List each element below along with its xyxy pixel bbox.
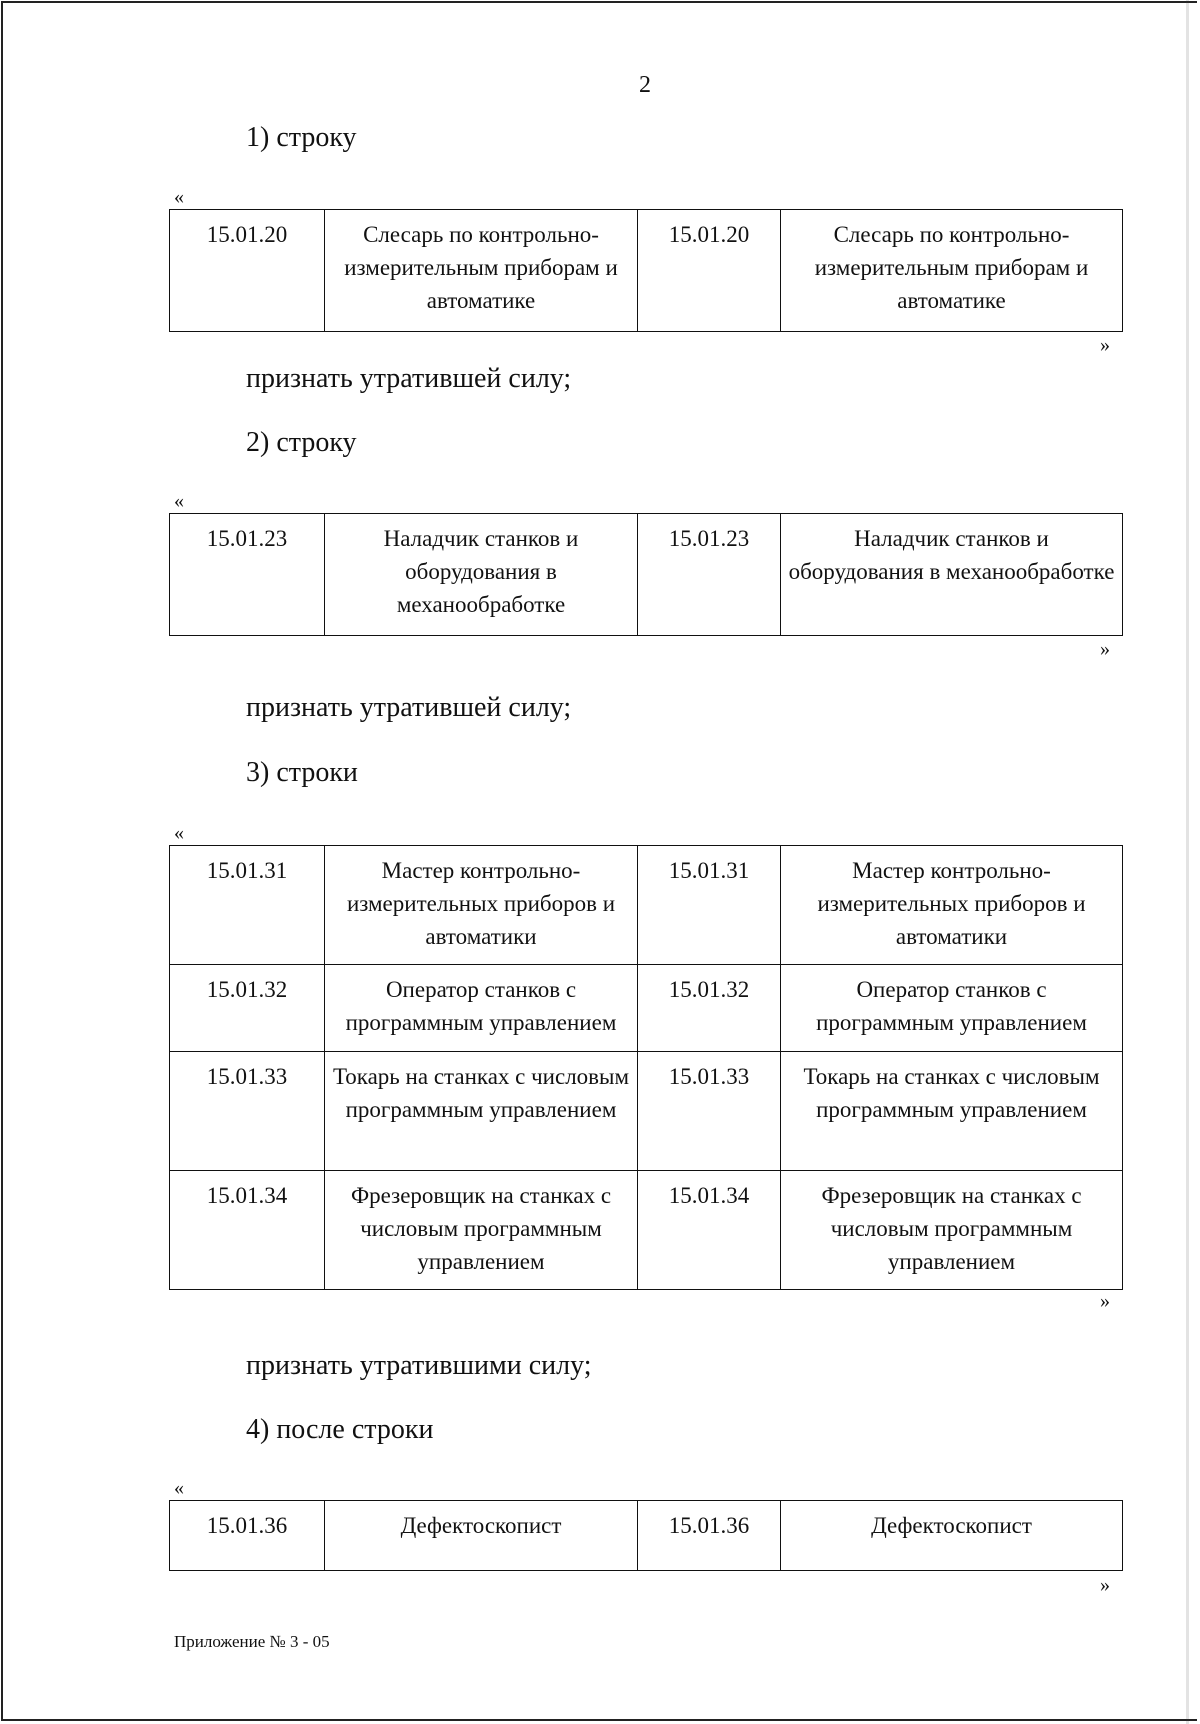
table-row bbox=[170, 965, 1123, 1052]
table-row bbox=[170, 1171, 1123, 1290]
footer-attachment-label: Приложение № 3 - 05 bbox=[174, 1632, 330, 1651]
profession-cell: Фрезеровщик на станках с числовым программным управлением bbox=[325, 1171, 638, 1290]
profession-cell: Оператор станков с программным управлением bbox=[781, 965, 1123, 1052]
section-3-note: признать утратившими силу; bbox=[246, 1350, 592, 1381]
quote-close: » bbox=[1100, 334, 1110, 356]
section-2-heading: 2) строку bbox=[246, 427, 357, 458]
code-cell: 15.01.23 bbox=[638, 514, 781, 636]
code-cell: 15.01.31 bbox=[170, 846, 325, 965]
table-section-3 bbox=[169, 845, 1123, 1290]
quote-open: « bbox=[174, 490, 184, 512]
profession-cell: Наладчик станков и оборудования в механообработке bbox=[781, 514, 1123, 636]
profession-cell: Мастер контрольно-измерительных приборов и автоматики bbox=[781, 846, 1123, 965]
code-cell: 15.01.20 bbox=[170, 210, 325, 332]
section-1-heading: 1) строку bbox=[246, 122, 357, 153]
section-4-heading: 4) после строки bbox=[246, 1414, 434, 1445]
table-row bbox=[170, 514, 1123, 636]
code-cell: 15.01.36 bbox=[638, 1501, 781, 1571]
table-section-2 bbox=[169, 513, 1123, 636]
quote-open: « bbox=[174, 822, 184, 844]
section-1-note: признать утратившей силу; bbox=[246, 363, 572, 394]
code-cell: 15.01.34 bbox=[638, 1171, 781, 1290]
table-row bbox=[170, 846, 1123, 965]
code-cell: 15.01.23 bbox=[170, 514, 325, 636]
profession-cell: Дефектоскопист bbox=[325, 1501, 638, 1571]
code-cell: 15.01.33 bbox=[170, 1052, 325, 1171]
page-number: 2 bbox=[639, 72, 651, 98]
table-row bbox=[170, 1052, 1123, 1171]
code-cell: 15.01.32 bbox=[170, 965, 325, 1052]
table-row bbox=[170, 1501, 1123, 1571]
code-cell: 15.01.20 bbox=[638, 210, 781, 332]
quote-close: » bbox=[1100, 1574, 1110, 1596]
profession-cell: Мастер контрольно-измерительных приборов и автоматики bbox=[325, 846, 638, 965]
code-cell: 15.01.31 bbox=[638, 846, 781, 965]
section-2-note: признать утратившей силу; bbox=[246, 692, 572, 723]
code-cell: 15.01.33 bbox=[638, 1052, 781, 1171]
quote-close: » bbox=[1100, 638, 1110, 660]
profession-cell: Токарь на станках с числовым программным управлением bbox=[781, 1052, 1123, 1171]
profession-cell: Слесарь по контрольно-измерительным приборам и автоматике bbox=[325, 210, 638, 332]
quote-close: » bbox=[1100, 1290, 1110, 1312]
scan-edge bbox=[1186, 0, 1189, 1724]
profession-cell: Наладчик станков и оборудования в механообработке bbox=[325, 514, 638, 636]
quote-open: « bbox=[174, 1477, 184, 1499]
section-3-heading: 3) строки bbox=[246, 757, 358, 788]
table-section-4 bbox=[169, 1500, 1123, 1571]
profession-cell: Токарь на станках с числовым программным управлением bbox=[325, 1052, 638, 1171]
table-row bbox=[170, 210, 1123, 332]
profession-cell: Слесарь по контрольно-измерительным приборам и автоматике bbox=[781, 210, 1123, 332]
code-cell: 15.01.34 bbox=[170, 1171, 325, 1290]
quote-open: « bbox=[174, 186, 184, 208]
profession-cell: Дефектоскопист bbox=[781, 1501, 1123, 1571]
code-cell: 15.01.36 bbox=[170, 1501, 325, 1571]
profession-cell: Фрезеровщик на станках с числовым программным управлением bbox=[781, 1171, 1123, 1290]
code-cell: 15.01.32 bbox=[638, 965, 781, 1052]
profession-cell: Оператор станков с программным управлением bbox=[325, 965, 638, 1052]
table-section-1 bbox=[169, 209, 1123, 332]
